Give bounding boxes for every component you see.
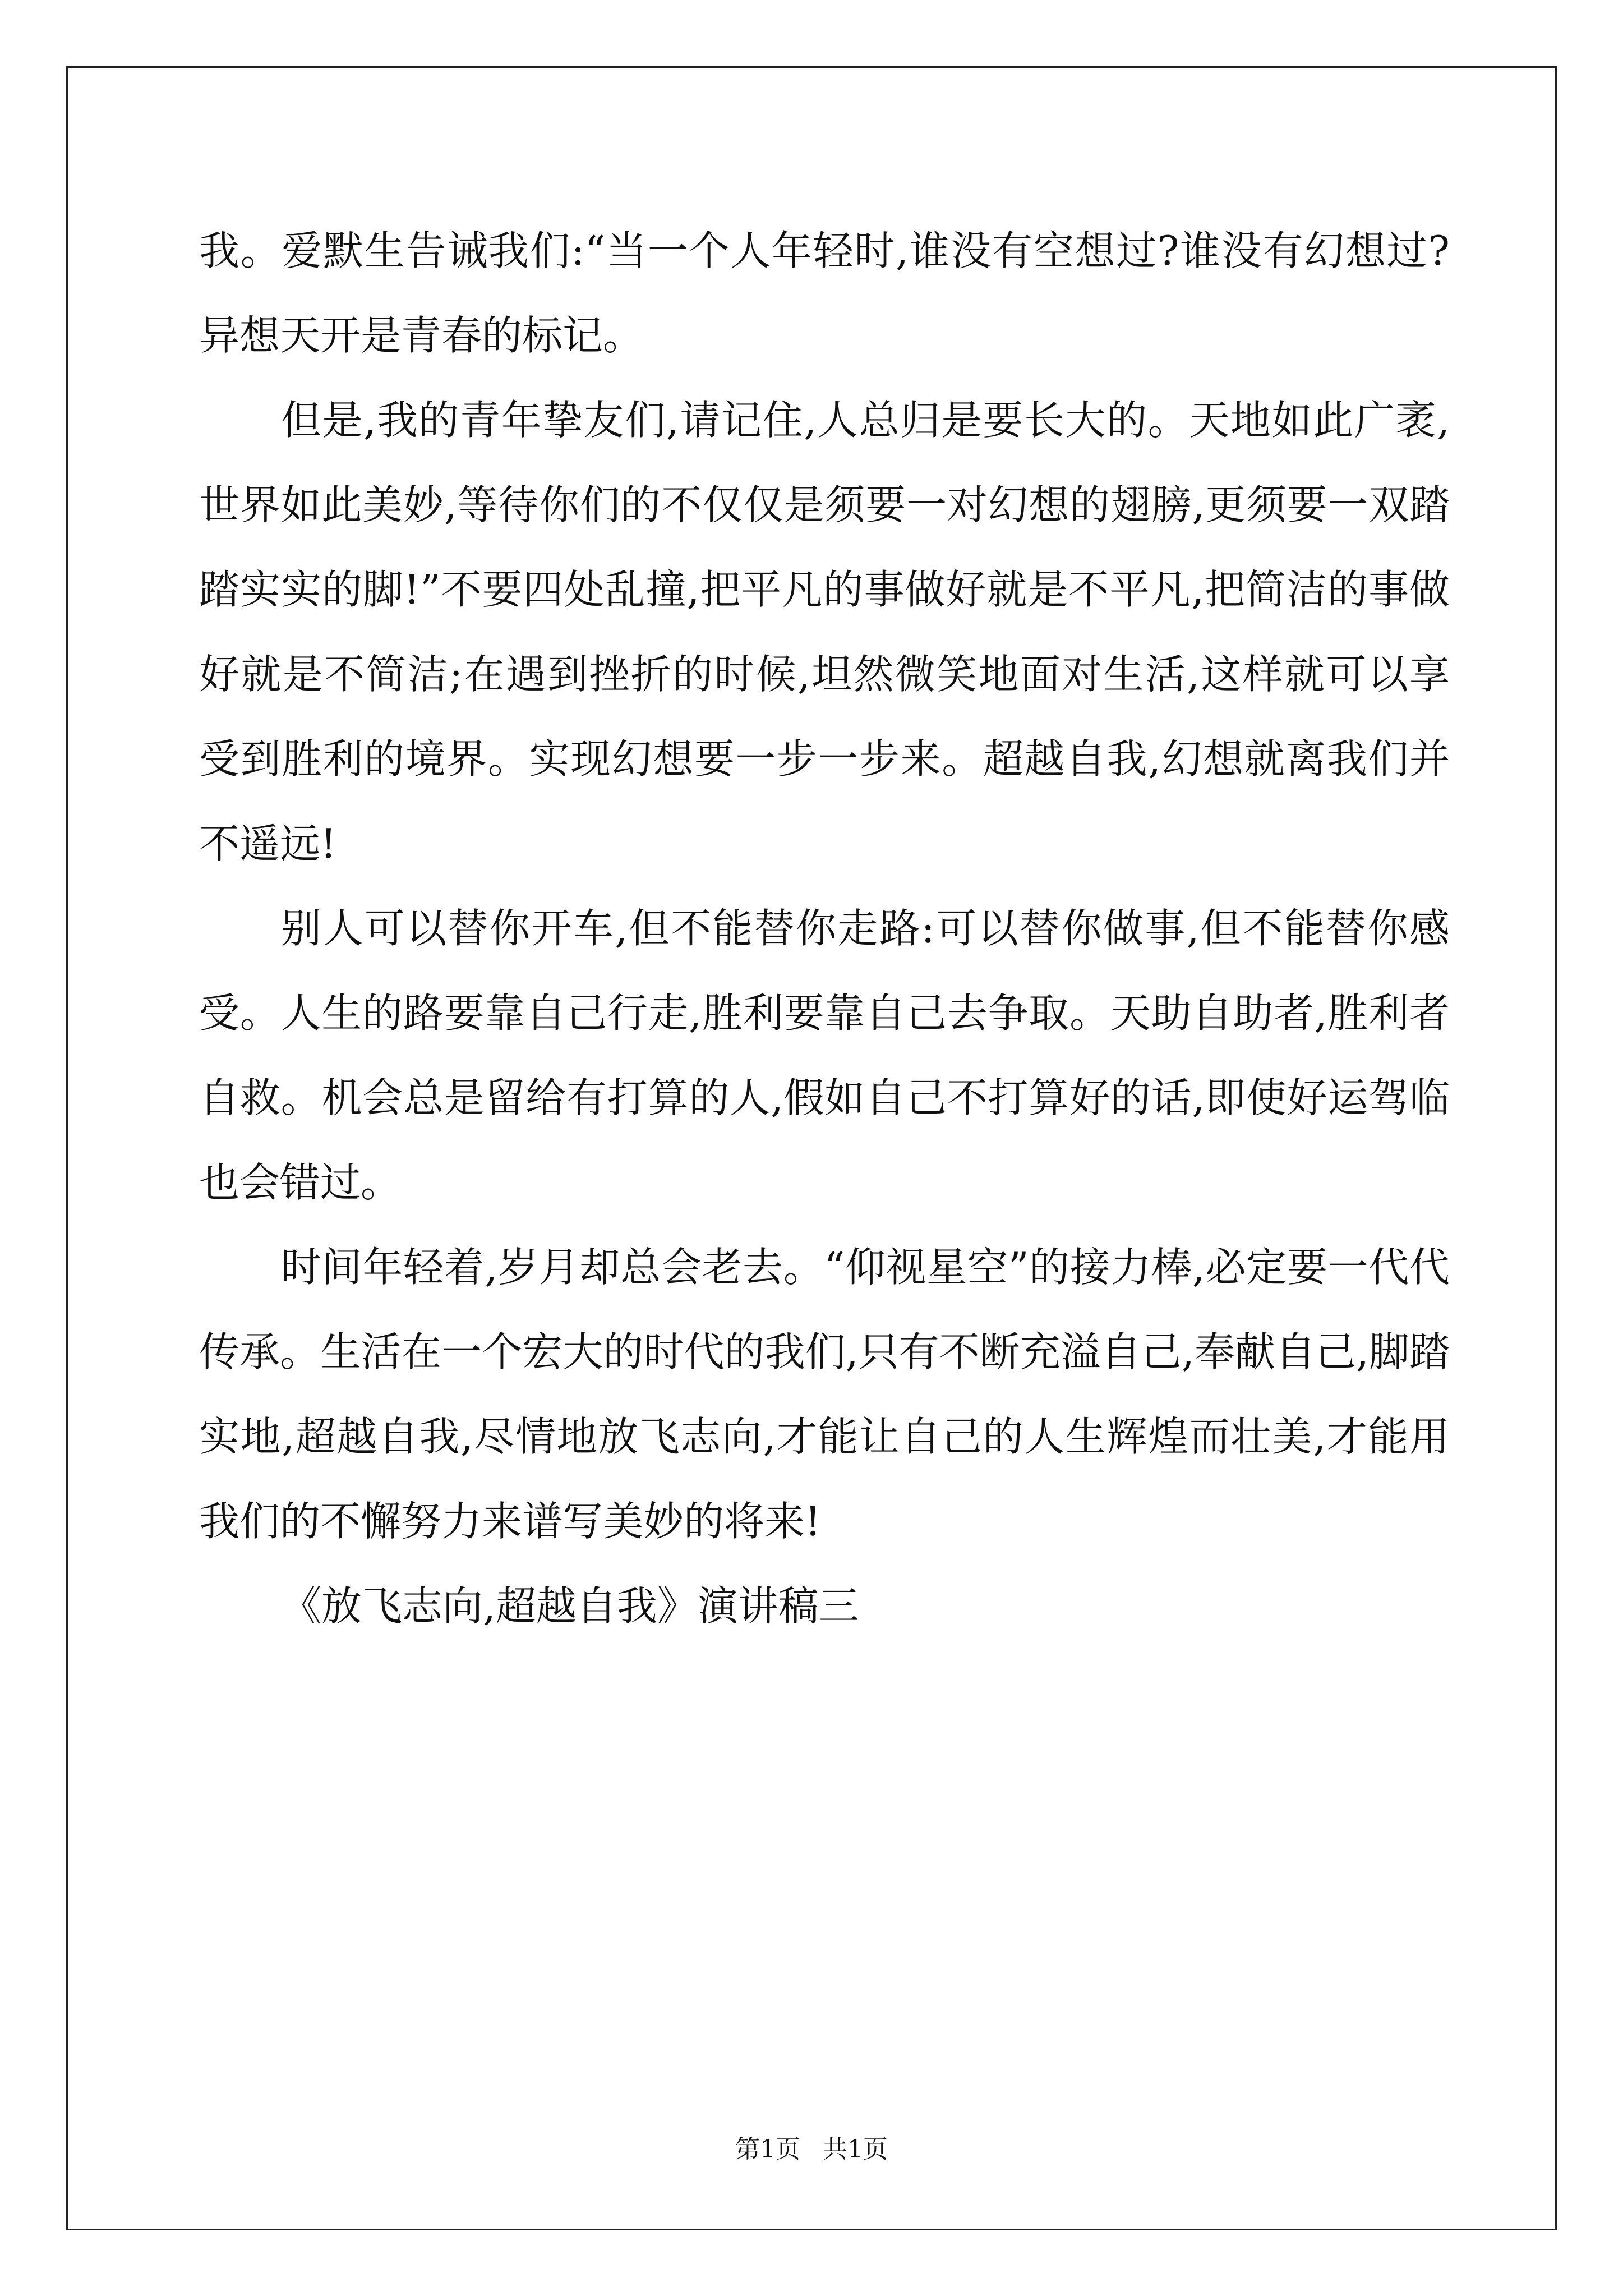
paragraph-4: 时间年轻着,岁月却总会老去。“仰视星空”的接力棒,必定要一代代传承。生活在一个宏大的时代的我们,只有不断充溢自己,奉献自己,脚踏实地,超越自我,尽情地放飞志向,才能让自己的人生辉煌而壮美,才能用我们的不懈努力来谱写美妙的将来! (199, 1244, 1450, 1545)
page-number: 第1页 (735, 2135, 800, 2164)
paragraph-3: 别人可以替你开车,但不能替你走路:可以替你做事,但不能替你感受。人生的路要靠自己行走,胜利要靠自己去争取。天助自助者,胜利者自救。机会总是留给有打算的人,假如自己不打算好的话,即使好运驾临 也会错过。 (199, 905, 1450, 1206)
paragraph-1: 我。爱默生告诫我们:“当一个人年轻时,谁没有空想过?谁没有幻想过?异想天开是青春的标记。 (199, 227, 1450, 359)
paragraph-2: 但是,我的青年挚友们,请记住,人总归是要长大的。天地如此广袤,世界如此美妙,等待你们的不仅仅是须要一对幻想的翅膀,更须要一双踏踏实实的脚!”不要四处乱撞,把平凡的事做好就是不平凡,把简洁的事做好就是不简洁;在遇到挫折的时候,坦然微笑地面对生活,这样就可以享受到胜利的境界。实现幻想要一步一步来。超越自我,幻想就离我们并不遥远! (199, 397, 1450, 867)
section-heading: 《放飞志向,超越自我》演讲稿三 (281, 1582, 859, 1630)
page-total: 共1页 (823, 2135, 888, 2164)
document-body (199, 209, 1450, 1649)
page-footer (0, 2133, 1623, 2166)
